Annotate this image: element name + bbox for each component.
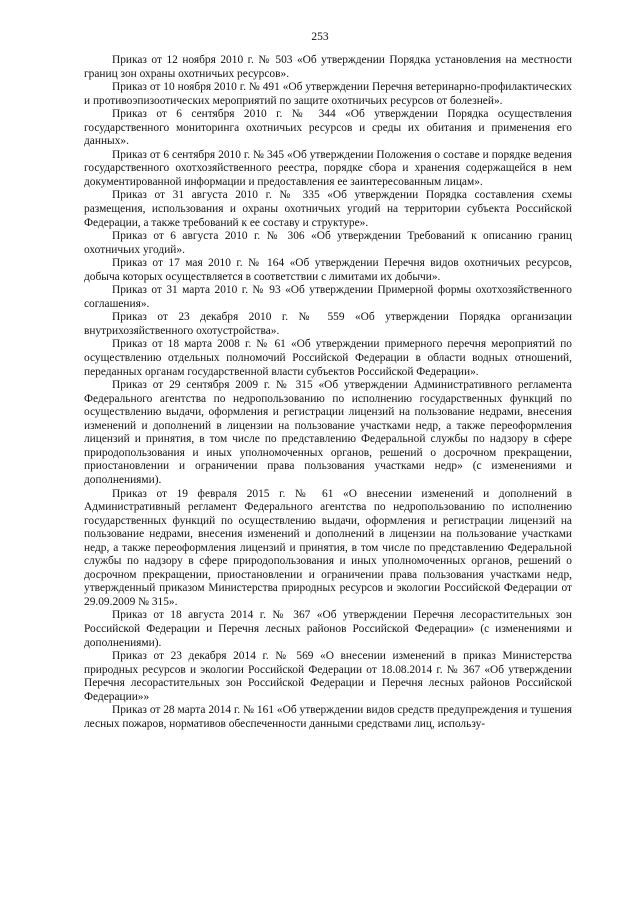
paragraph-order-491: Приказ от 10 ноября 2010 г. № 491 «Об утверждении Перечня ветеринарно-профилактических и противоэпизоотических мероприятий по защите охотничьих ресурсов от болезней». [84, 81, 572, 107]
paragraph-order-315: Приказ от 29 сентября 2009 г. № 315 «Об утверждении Административного регламента Федерального агентства по недропользованию по исполнению государственных функций по осуществлению выдачи, оформления и регистрации лицензий на пользование недрами, внесения изменений и дополнений в лицензии на пользование участками недр, а также переоформления лицензий и принятия, в том числе по представлению Федеральной службы по надзору в сфере природопользования и иных уполномоченных органов, решений о досрочном прекращении, приостановлении и ограничении права пользования участками недр» (с изменениями и дополнениями). [84, 379, 572, 486]
paragraph-order-345: Приказ от 6 сентября 2010 г. № 345 «Об утверждении Положения о составе и порядке ведения государственного охотхозяйственного реестра, порядке сбора и хранения содержащейся в нем документированной информации и предоставления ее заинтересованным лицам». [84, 148, 572, 188]
document-body [84, 54, 572, 731]
page-number: 253 [311, 31, 329, 43]
paragraph-order-344: Приказ от 6 сентября 2010 г. № 344 «Об утверждении Порядка осуществления государственного мониторинга охотничьих ресурсов и среды их обитания и применения его данных». [84, 108, 572, 148]
paragraph-order-93: Приказ от 31 марта 2010 г. № 93 «Об утверждении Примерной формы охотхозяйственного соглашения». [84, 284, 572, 310]
paragraph-order-367: Приказ от 18 августа 2014 г. № 367 «Об утверждении Перечня лесорастительных зон Российской Федерации и Перечня лесных районов Российской Федерации» (с изменениями и дополнениями). [84, 609, 572, 649]
paragraph-order-335: Приказ от 31 августа 2010 г. № 335 «Об утверждении Порядка составления схемы размещения, использования и охраны охотничьих угодий на территории субъекта Российской Федерации, а также требований к ее составу и структуре». [84, 189, 572, 229]
paragraph-order-161: Приказ от 28 марта 2014 г. № 161 «Об утверждении видов средств предупреждения и тушения лесных пожаров, нормативов обеспеченности данными средствами лиц, использу- [84, 704, 572, 730]
paragraph-order-503: Приказ от 12 ноября 2010 г. № 503 «Об утверждении Порядка установления на местности границ зон охраны охотничьих ресурсов». [84, 54, 572, 80]
paragraph-order-61-2015: Приказ от 19 февраля 2015 г. № 61 «О внесении изменений и дополнений в Административный регламент Федерального агентства по недропользованию по исполнению государственных функций по осуществлению выдачи, оформления и регистрации лицензий на пользование недрами, внесения изменений и дополнений в лицензии на пользование участками недр, а также переоформления лицензий и принятия, в том числе по представлению Федеральной службы по надзору в сфере природопользования и иных уполномоченных органов, решений о досрочном прекращении, приостановлении и ограничении права пользования участками недр, утвержденный приказом Министерства природных ресурсов и экологии Российской Федерации от 29.09.2009 № 315». [84, 487, 572, 608]
paragraph-order-61-2008: Приказ от 18 марта 2008 г. № 61 «Об утверждении примерного перечня мероприятий по осуществлению отдельных полномочий Российской Федерации в области водных отношений, переданных органам государственной власти субъектов Российской Федерации». [84, 338, 572, 378]
paragraph-order-306: Приказ от 6 августа 2010 г. № 306 «Об утверждении Требований к описанию границ охотничьих угодий». [84, 230, 572, 256]
paragraph-order-559: Приказ от 23 декабря 2010 г. № 559 «Об утверждении Порядка организации внутрихозяйственного охотустройства». [84, 311, 572, 337]
paragraph-order-569: Приказ от 23 декабря 2014 г. № 569 «О внесении изменений в приказ Министерства природных ресурсов и экологии Российской Федерации от 18.08.2014 г. № 367 «Об утверждении Перечня лесорастительных зон Российской Федерации и Перечня лесных районов Российской Федерации»» [84, 650, 572, 703]
paragraph-order-164: Приказ от 17 мая 2010 г. № 164 «Об утверждении Перечня видов охотничьих ресурсов, добыча которых осуществляется в соответствии с лимитами их добычи». [84, 257, 572, 283]
